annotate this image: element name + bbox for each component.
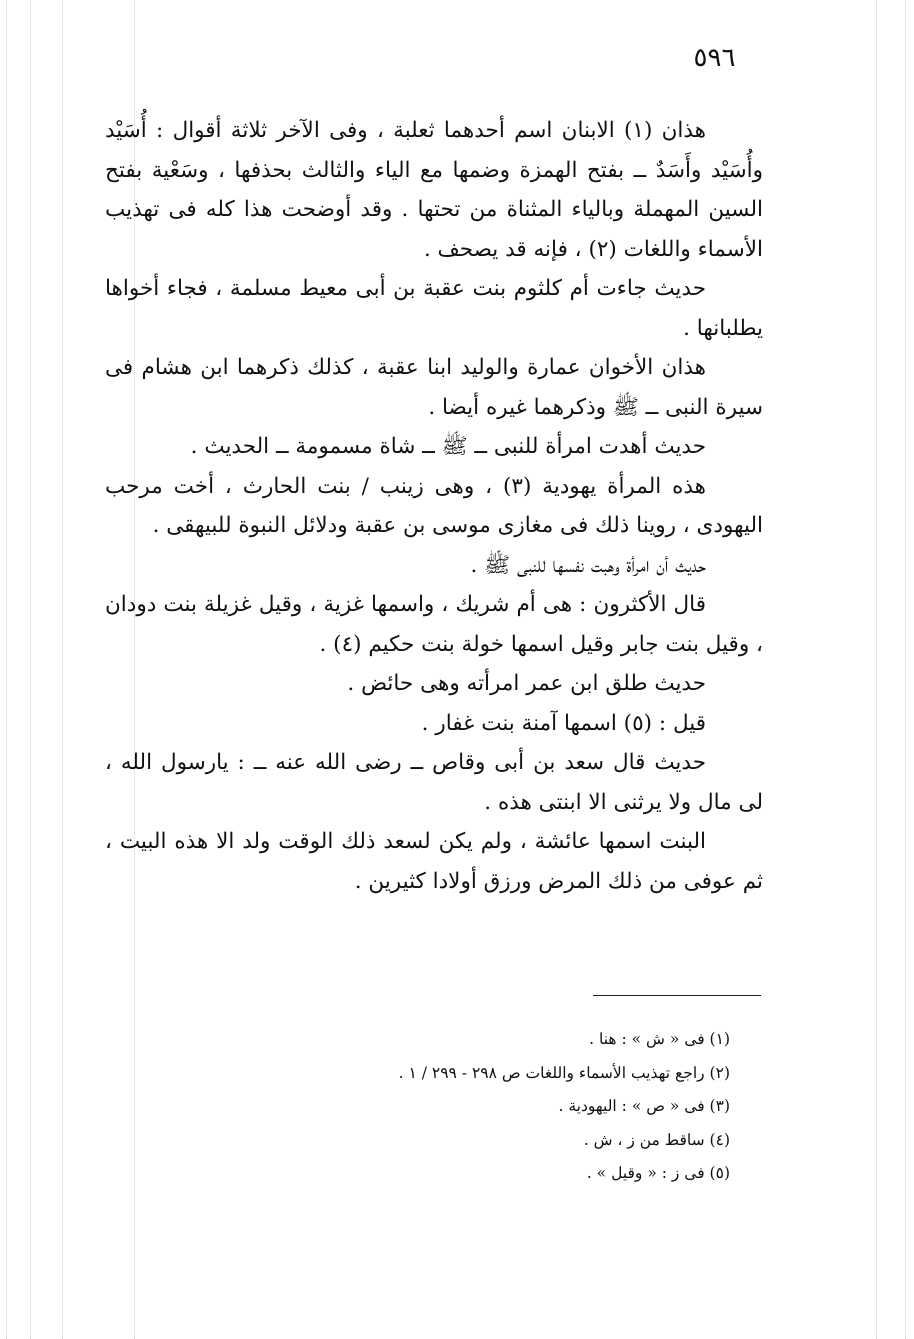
- footnote: (١) فى « ش » : هنا .: [589, 1030, 730, 1048]
- paragraph: حديث أهدت امرأة للنبى ــ ﷺ ــ شاة مسمومة ــ الحديث .: [190, 434, 706, 459]
- paragraph: حديث أن امرأة وهبت نفسها للنبى ﷺ .: [470, 552, 706, 578]
- page-number: ٥٩٦: [693, 43, 736, 73]
- paragraph: حديث جاءت أم كلثوم بنت عقبة بن أبى معيط مسلمة ، فجاء أخواها يطلبانها .: [105, 276, 763, 341]
- main-text: [105, 111, 763, 901]
- footnote-separator: [593, 995, 761, 996]
- footnotes: [200, 1023, 730, 1191]
- paragraph: قال الأكثرون : هى أم شريك ، واسمها غزية ، وقيل غزيلة بنت دودان ، وقيل بنت جابر وقيل اسمها خولة بنت حكيم (٤) .: [105, 592, 763, 657]
- paragraph: هذان الأخوان عمارة والوليد ابنا عقبة ، كذلك ذكرهما ابن هشام فى سيرة النبى ــ ﷺ وذكرهما غيره أيضا .: [105, 355, 763, 420]
- footnote: (٣) فى « ص » : اليهودية .: [558, 1097, 730, 1115]
- footnote: (٢) راجع تهذيب الأسماء واللغات ص ٢٩٨ - ٢٩٩ / ١ .: [398, 1063, 730, 1082]
- paragraph: حديث قال سعد بن أبى وقاص ــ رضى الله عنه ــ : يارسول الله ، لى مال ولا يرثنى الا ابنتى هذه .: [105, 750, 763, 815]
- paragraph: هذان (١) الابنان اسم أحدهما ثعلبة ، وفى الآخر ثلاثة أقوال : أُسَيْد وأُسَيْد وأَسَدٌ ــ بفتح الهمزة وضمها مع الياء والثالث بحذفها ، وسَعْية بفتح السين المهملة وبالياء المثناة من تحتها . وقد أوضحت هذا كله فى تهذيب الأسماء واللغات (٢) ، فإنه قد يصحف .: [105, 118, 763, 262]
- paragraph: البنت اسمها عائشة ، ولم يكن لسعد ذلك الوقت ولد الا هذه البيت ، ثم عوفى من ذلك المرض ورزق أولادا كثيرين .: [105, 829, 763, 894]
- paragraph: قيل : (٥) اسمها آمنة بنت غفار .: [421, 710, 706, 736]
- paragraph: هذه المرأة يهودية (٣) ، وهى زينب / بنت الحارث ، أخت مرحب اليهودى ، روينا ذلك فى مغازى موسى بن عقبة ودلائل النبوة للبيهقى .: [105, 473, 763, 538]
- footnote: (٤) ساقط من ز ، ش .: [583, 1130, 730, 1149]
- paragraph: حديث طلق ابن عمر امرأته وهى حائض .: [347, 671, 706, 696]
- footnote: (٥) فى ز : « وقيل » .: [586, 1164, 730, 1182]
